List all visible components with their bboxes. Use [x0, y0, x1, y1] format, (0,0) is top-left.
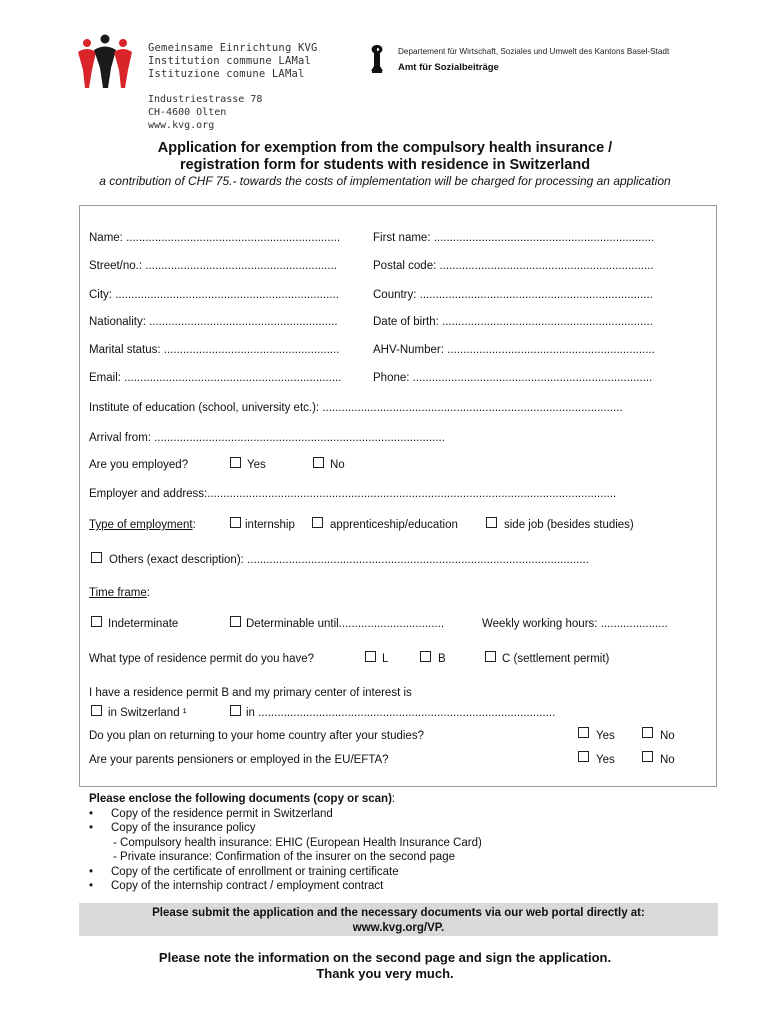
- time-frame-colon: :: [146, 587, 150, 599]
- employed-no-label: No: [330, 459, 345, 471]
- return-no-checkbox[interactable]: [642, 727, 653, 738]
- permit-b-center-text: I have a residence permit B and my primary center of interest is: [89, 687, 412, 699]
- basel-crest-icon: [366, 44, 388, 74]
- kvg-name-2: Institution commune LAMal: [148, 55, 312, 67]
- document-item-text: Copy of the internship contract / employment contract: [111, 880, 384, 892]
- document-item: [89, 865, 709, 880]
- permit-question: What type of residence permit do you have?: [89, 653, 315, 665]
- first-name-field[interactable]: First name: .....................................................................: [373, 232, 655, 244]
- kvg-name-3: Istituzione comune LAMal: [148, 68, 305, 80]
- documents-section: [89, 792, 709, 894]
- form-title-line2: registration form for students with residence in Switzerland: [179, 157, 591, 173]
- document-item-text: Copy of the insurance policy: [111, 822, 256, 834]
- permit-b-checkbox[interactable]: [420, 651, 431, 662]
- apprenticeship-checkbox[interactable]: [312, 517, 323, 528]
- final-note-line2: Thank you very much.: [316, 966, 454, 981]
- bullet-icon: •: [89, 880, 94, 892]
- city-field[interactable]: City: ......................................................................: [89, 289, 339, 301]
- banner-line1: Please submit the application and the necessary documents via our web portal directly at:: [152, 907, 645, 919]
- employed-question: Are you employed?: [89, 459, 189, 471]
- employed-no-checkbox[interactable]: [313, 457, 324, 468]
- in-switzerland-checkbox[interactable]: [91, 705, 102, 716]
- banner-link[interactable]: www.kvg.org/VP.: [352, 922, 445, 934]
- country-field[interactable]: Country: .........................................................................: [373, 289, 653, 301]
- documents-heading: [89, 792, 709, 807]
- others-field[interactable]: Others (exact description): ...........................................................................................................: [109, 554, 589, 566]
- permit-c-checkbox[interactable]: [485, 651, 496, 662]
- determinable-field[interactable]: Determinable until.................................: [246, 618, 445, 630]
- employment-type-colon: :: [192, 519, 196, 531]
- in-switzerland-label: in Switzerland ¹: [108, 707, 187, 719]
- parents-no-label: No: [660, 754, 675, 766]
- return-yes-checkbox[interactable]: [578, 727, 589, 738]
- final-note-line1: Please note the information on the second page and sign the application.: [158, 950, 612, 965]
- indeterminate-checkbox[interactable]: [91, 616, 102, 627]
- return-question: Do you plan on returning to your home country after your studies?: [89, 730, 424, 742]
- bullet-icon: •: [89, 822, 94, 834]
- document-item-text: Copy of the certificate of enrollment or training certificate: [111, 865, 399, 878]
- document-sub-item: - Private insurance: Confirmation of the insurer on the second page: [113, 851, 455, 863]
- permit-b-label: B: [438, 653, 446, 665]
- permit-c-label: C (settlement permit): [502, 653, 610, 665]
- employed-yes-label: Yes: [247, 459, 266, 471]
- street-field[interactable]: Street/no.: ............................................................: [89, 260, 337, 272]
- kvg-name-1: Gemeinsame Einrichtung KVG: [148, 42, 318, 54]
- side-job-checkbox[interactable]: [486, 517, 497, 528]
- document-item: [89, 879, 709, 894]
- document-item: [89, 821, 709, 836]
- institute-field[interactable]: Institute of education (school, university etc.): ..............................................................................................: [89, 402, 623, 414]
- kvg-logo: [72, 34, 138, 90]
- email-field[interactable]: Email: ....................................................................: [89, 372, 342, 384]
- others-checkbox[interactable]: [91, 552, 102, 563]
- documents-heading-colon: :: [391, 793, 396, 805]
- time-frame-text: Time frame: [89, 587, 147, 599]
- department-name: Departement für Wirtschaft, Soziales und Umwelt des Kantons Basel-Stadt: [398, 47, 670, 56]
- internship-label: internship: [245, 519, 295, 531]
- apprenticeship-label: apprenticeship/education: [330, 519, 458, 531]
- address-web: www.kvg.org: [148, 120, 215, 131]
- phone-field[interactable]: Phone: ...........................................................................: [373, 372, 653, 384]
- side-job-label: side job (besides studies): [504, 519, 634, 531]
- document-sub-item: - Compulsory health insurance: EHIC (European Health Insurance Card): [113, 836, 482, 849]
- bullet-icon: •: [89, 807, 94, 820]
- parents-question: Are your parents pensioners or employed in the EU/EFTA?: [89, 754, 389, 766]
- postal-code-field[interactable]: Postal code: ...................................................................: [373, 260, 654, 272]
- employment-type-text: Type of employment: [89, 519, 193, 531]
- documents-heading-text: Please enclose the following documents (copy or scan): [89, 793, 392, 805]
- internship-checkbox[interactable]: [230, 517, 241, 528]
- time-frame-label: [89, 587, 150, 599]
- bullet-icon: •: [89, 865, 94, 878]
- submission-banner: [79, 903, 718, 936]
- form-subtitle: a contribution of CHF 75.- towards the costs of implementation will be charged for processing an application: [99, 174, 671, 188]
- in-other-checkbox[interactable]: [230, 705, 241, 716]
- return-no-label: No: [660, 730, 675, 742]
- kvg-people-icon: [72, 34, 138, 90]
- form-title-line1: Application for exemption from the compulsory health insurance /: [157, 140, 613, 156]
- permit-l-checkbox[interactable]: [365, 651, 376, 662]
- document-item-text: Copy of the residence permit in Switzerland: [111, 807, 333, 820]
- parents-no-checkbox[interactable]: [642, 751, 653, 762]
- indeterminate-label: Indeterminate: [108, 618, 179, 630]
- nationality-field[interactable]: Nationality: ...........................................................: [89, 316, 338, 328]
- office-name: Amt für Sozialbeiträge: [398, 62, 499, 73]
- parents-yes-checkbox[interactable]: [578, 751, 589, 762]
- weekly-hours-field[interactable]: Weekly working hours: .....................: [482, 618, 668, 630]
- in-other-field[interactable]: in .............................................................................................: [246, 707, 556, 719]
- parents-yes-label: Yes: [596, 754, 615, 766]
- employment-type-label: [89, 519, 196, 531]
- address-city: CH-4600 Olten: [148, 107, 227, 118]
- employed-yes-checkbox[interactable]: [230, 457, 241, 468]
- document-item: [89, 807, 709, 822]
- name-field[interactable]: Name: ...................................................................: [89, 232, 341, 244]
- date-of-birth-field[interactable]: Date of birth: ..................................................................: [373, 316, 653, 328]
- determinable-checkbox[interactable]: [230, 616, 241, 627]
- ahv-number-field[interactable]: AHV-Number: .................................................................: [373, 344, 655, 356]
- address-street: Industriestrasse 78: [148, 94, 263, 105]
- marital-status-field[interactable]: Marital status: .......................................................: [89, 344, 340, 356]
- return-yes-label: Yes: [596, 730, 615, 742]
- arrival-field[interactable]: Arrival from: ...........................................................................................: [89, 432, 445, 444]
- permit-l-label: L: [382, 653, 389, 665]
- employer-field[interactable]: Employer and address:................................................................................................................................: [89, 488, 617, 500]
